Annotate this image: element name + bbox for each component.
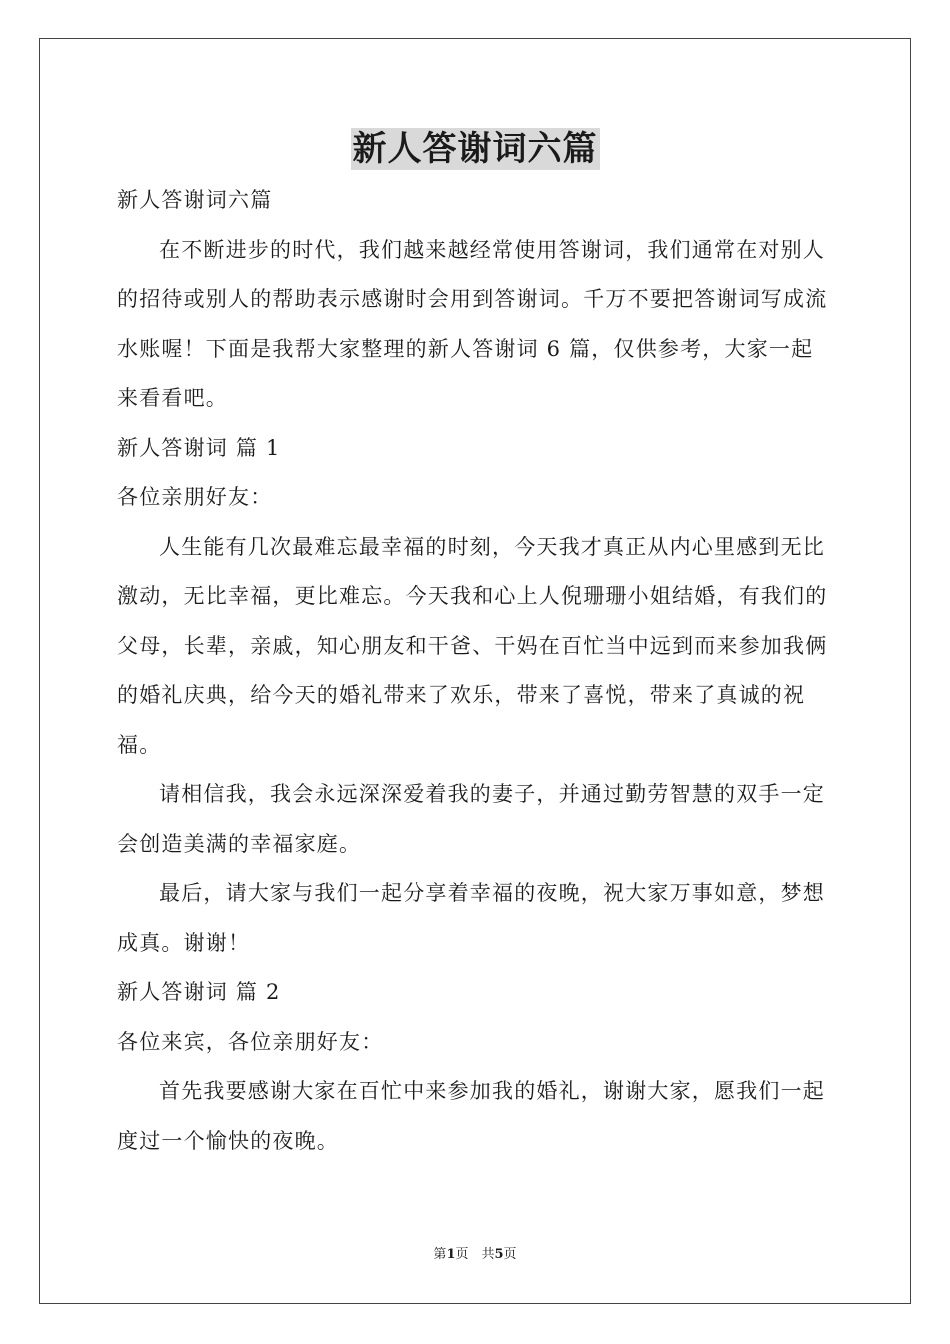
footer-current-page: 1 — [446, 1247, 456, 1262]
footer-prefix: 第 — [433, 1247, 447, 1262]
paragraph: 人生能有几次最难忘最幸福的时刻，今天我才真正从内心里感到无比激动，无比幸福，更比难忘。今天我和心上人倪珊珊小姐结婚，有我们的父母，长辈，亲戚，知心朋友和干爸、干妈在百忙当中远到而来参加我俩的婚礼庆典，给今天的婚礼带来了欢乐，带来了喜悦，带来了真诚的祝福。 — [117, 534, 828, 757]
section-heading: 新人答谢词 篇 2 — [117, 980, 281, 1004]
document-body — [117, 176, 835, 1166]
paragraph: 在不断进步的时代，我们越来越经常使用答谢词，我们通常在对别人的招待或别人的帮助表示感谢时会用到答谢词。千万不要把答谢词写成流水账喔！下面是我帮大家整理的新人答谢词 6 篇，仅供参考，大家一起来看看吧。 — [117, 237, 828, 410]
paragraph: 新人答谢词六篇 — [117, 188, 273, 212]
salutation: 各位亲朋好友： — [117, 485, 273, 509]
paragraph: 请相信我，我会永远深深爱着我的妻子，并通过勤劳智慧的双手一定会创造美满的幸福家庭。 — [117, 782, 825, 856]
paragraph: 最后，请大家与我们一起分享着幸福的夜晚，祝大家万事如意，梦想成真。谢谢！ — [117, 881, 825, 955]
footer-total-pages: 5 — [494, 1247, 504, 1262]
footer-suffix: 页 — [503, 1247, 517, 1262]
section-heading: 新人答谢词 篇 1 — [117, 435, 281, 460]
paragraph: 首先我要感谢大家在百忙中来参加我的婚礼，谢谢大家，愿我们一起度过一个愉快的夜晚。 — [117, 1079, 825, 1153]
page-footer — [0, 1245, 950, 1265]
title-wrap — [0, 128, 950, 170]
salutation: 各位来宾，各位亲朋好友： — [117, 1029, 384, 1054]
page-title: 新人答谢词六篇 — [352, 129, 598, 169]
footer-middle: 页 共 — [455, 1247, 495, 1262]
